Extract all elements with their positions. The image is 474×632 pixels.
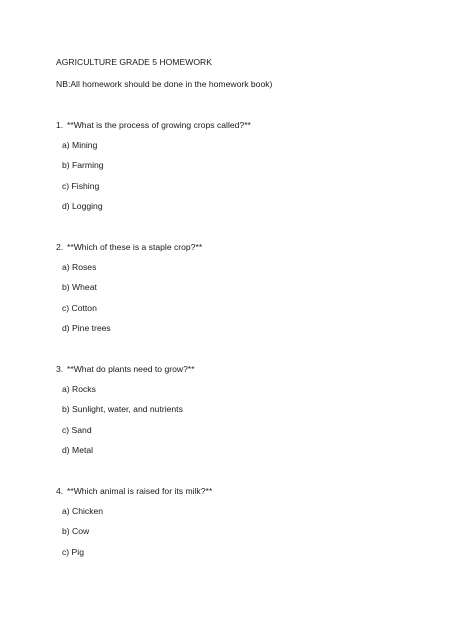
question-number: 2. [56, 242, 64, 252]
answer-option: b) Cow [62, 526, 90, 536]
answer-option: a) Mining [62, 140, 98, 150]
question-number: 1. [56, 120, 64, 130]
answer-option: c) Pig [62, 547, 84, 557]
answer-option: a) Rocks [62, 384, 96, 394]
answer-option: d) Pine trees [62, 323, 111, 333]
answer-option: a) Chicken [62, 506, 104, 516]
answer-option: a) Roses [62, 262, 97, 272]
question-text: **Which animal is raised for its milk?** [67, 486, 213, 496]
answer-option: d) Metal [62, 445, 94, 455]
answer-option: c) Sand [62, 425, 92, 435]
question-text: **Which of these is a staple crop?** [67, 242, 203, 252]
question-number: 4. [56, 486, 64, 496]
question-number: 3. [56, 364, 64, 374]
answer-option: d) Logging [62, 201, 103, 211]
answer-option: b) Farming [62, 160, 104, 170]
document-title: AGRICULTURE GRADE 5 HOMEWORK [56, 57, 212, 67]
homework-note: NB:All homework should be done in the homework book) [56, 79, 273, 89]
answer-option: b) Sunlight, water, and nutrients [62, 404, 183, 414]
answer-option: b) Wheat [62, 282, 97, 292]
question-text: **What do plants need to grow?** [67, 364, 195, 374]
answer-option: c) Fishing [62, 181, 100, 191]
question-text: **What is the process of growing crops called?** [67, 120, 251, 130]
answer-option: c) Cotton [62, 303, 97, 313]
